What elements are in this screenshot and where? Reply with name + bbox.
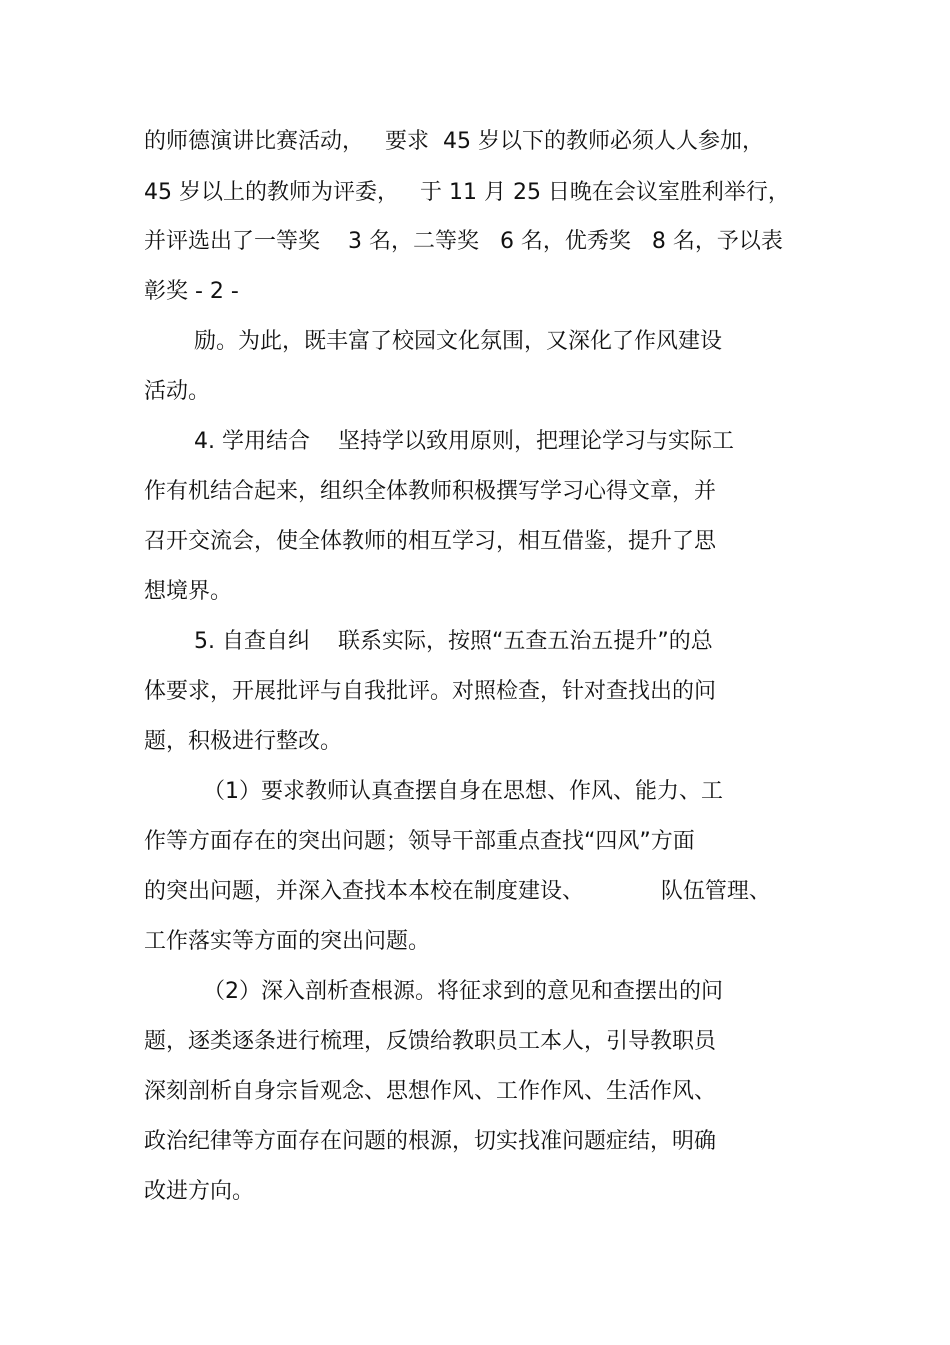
- text-line: 的突出问题，并深入查找本本校在制度建设、 队伍管理、: [144, 879, 771, 904]
- text-line: 想境界。: [144, 579, 233, 604]
- text-line: 作等方面存在的突出问题；领导干部重点查找“四风”方面: [144, 829, 695, 854]
- text-line: 活动。: [144, 379, 211, 404]
- text-line: 深刻剖析自身宗旨观念、思想作风、工作作风、生活作风、: [144, 1079, 717, 1104]
- text-line: 召开交流会，使全体教师的相互学习，相互借鉴，提升了思: [144, 529, 717, 554]
- text-line: 题，逐类逐条进行梳理，反馈给教职员工本人，引导教职员: [144, 1029, 717, 1054]
- text-line: 体要求，开展批评与自我批评。对照检查，针对查找出的问: [144, 679, 717, 704]
- text-line: 并评选出了一等奖 3 名，二等奖 6 名，优秀奖 8 名，予以表: [144, 229, 783, 254]
- text-line: （1）要求教师认真查摆自身在思想、作风、能力、工: [203, 779, 723, 804]
- text-line: 的师德演讲比赛活动， 要求 45 岁以下的教师必须人人参加，: [144, 129, 764, 154]
- text-line: 4. 学用结合 坚持学以致用原则，把理论学习与实际工: [194, 429, 734, 454]
- text-line: 题，积极进行整改。: [144, 729, 343, 754]
- text-line: 5. 自查自纠 联系实际，按照“五查五治五提升”的总: [194, 629, 713, 654]
- text-line: 政治纪律等方面存在问题的根源，切实找准问题症结，明确: [144, 1129, 717, 1154]
- text-line: 彰奖 - 2 -: [144, 279, 239, 304]
- text-line: 改进方向。: [144, 1179, 255, 1204]
- text-line: 励。为此，既丰富了校园文化氛围，又深化了作风建设: [194, 329, 723, 354]
- text-line: 工作落实等方面的突出问题。: [144, 929, 431, 954]
- text-line: 作有机结合起来，组织全体教师积极撰写学习心得文章，并: [144, 479, 717, 504]
- text-line: （2）深入剖析查根源。将征求到的意见和查摆出的问: [203, 979, 723, 1004]
- text-line: 45 岁以上的教师为评委， 于 11 月 25 日晚在会议室胜利举行，: [144, 180, 790, 205]
